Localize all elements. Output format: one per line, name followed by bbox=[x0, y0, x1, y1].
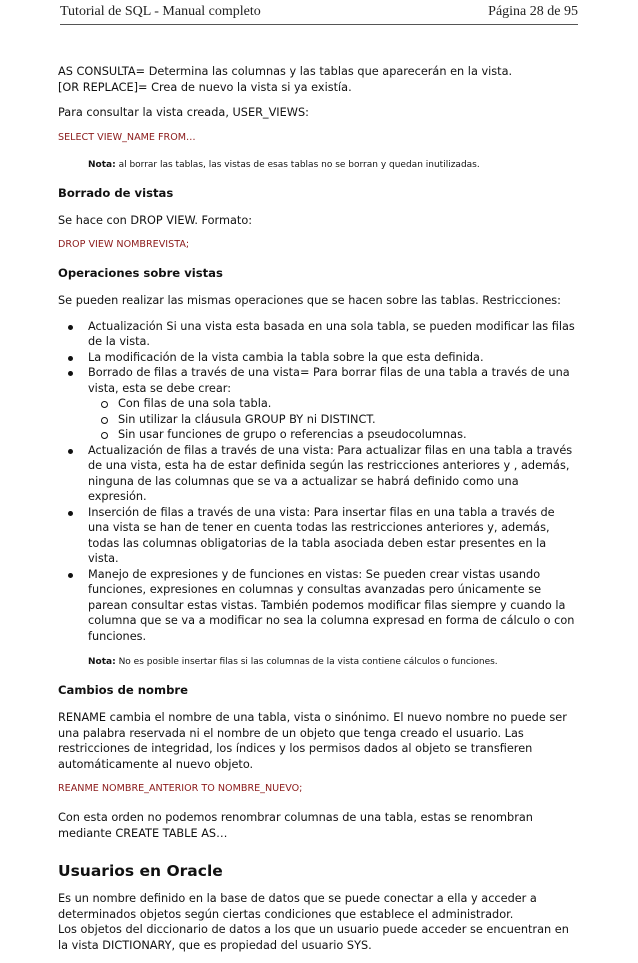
list-item bbox=[88, 365, 578, 443]
heading-cambios-de-nombre: Cambios de nombre bbox=[58, 683, 188, 697]
note-label: Nota: bbox=[88, 159, 116, 170]
list-item: La modificación de la vista cambia la tabla sobre la que esta definida. bbox=[88, 350, 578, 366]
paragraph-rename: RENAME cambia el nombre de una tabla, vista o sinónimo. El nuevo nombre no puede ser una palabra reservada ni el nombre de un objeto que tenga creado el usuario. Las restricciones de integridad, los índices y los permisos dados al objeto se transfieren automáticamente al nuevo objeto. bbox=[58, 711, 567, 771]
page-content bbox=[58, 64, 578, 963]
list-item: Manejo de expresiones y de funciones en vistas: Se pueden crear vistas usando funciones, expresiones en columnas y consultas avanzadas pero únicamente se parean consultar estas vistas. También podemos modificar filas siempre y cuando la columna que se va a modificar no sea la columna expresad en forma de cálculo o con funciones. bbox=[88, 567, 578, 645]
usuarios-definition: Es un nombre definido en la base de datos que se puede conectar a ella y acceder a determinados objetos según ciertas condiciones que establece el administrador. bbox=[58, 892, 537, 921]
note-label: Nota: bbox=[88, 657, 116, 667]
note-text: al borrar las tablas, las vistas de esas tablas no se borran y quedan inutilizadas. bbox=[115, 159, 480, 170]
usuarios-dictionary: Los objetos del diccionario de datos a los que un usuario puede acceder se encuentran en la vista DICTIONARY, que es propiedad del usuario SYS. bbox=[58, 923, 569, 952]
paragraph-user-views: Para consultar la vista creada, USER_VIEWS: bbox=[58, 106, 309, 119]
heading-operaciones-sobre-vistas: Operaciones sobre vistas bbox=[58, 266, 223, 280]
heading-borrado-de-vistas: Borrado de vistas bbox=[58, 185, 174, 200]
as-consulta-line: AS CONSULTA= Determina las columnas y las tablas que aparecerán en la vista. bbox=[58, 65, 513, 78]
list-item: Actualización Si una vista esta basada en una sola tabla, se pueden modificar las filas de la vista. bbox=[88, 319, 578, 350]
note-insertar-filas bbox=[88, 656, 578, 669]
code-drop-view: DROP VIEW NOMBREVISTA; bbox=[58, 239, 190, 250]
code-rename: REANME NOMBRE_ANTERIOR TO NOMBRE_NUEVO; bbox=[58, 783, 303, 794]
paragraph-create-table-as: Con esta orden no podemos renombrar columnas de una tabla, estas se renombran mediante CREATE TABLE AS… bbox=[58, 811, 533, 840]
borrado-sublist bbox=[88, 396, 578, 443]
paragraph-usuarios bbox=[58, 891, 578, 953]
note-text: No es posible insertar filas si las columnas de la vista contiene cálculos o funciones. bbox=[115, 657, 498, 667]
list-item-text: Borrado de filas a través de una vista= Para borrar filas de una tabla a través de una vista, esta se debe crear: bbox=[88, 366, 570, 395]
restricciones-list bbox=[58, 319, 578, 645]
code-select-view-name: SELECT VIEW_NAME FROM… bbox=[58, 131, 196, 143]
paragraph-as-consulta bbox=[58, 64, 578, 95]
paragraph-drop-view: Se hace con DROP VIEW. Formato: bbox=[58, 213, 253, 227]
page-number: Página 28 de 95 bbox=[488, 4, 578, 19]
sublist-item: Sin usar funciones de grupo o referencias a pseudocolumnas. bbox=[118, 427, 578, 443]
sublist-item: Con filas de una sola tabla. bbox=[118, 396, 578, 412]
sublist-item: Sin utilizar la cláusula GROUP BY ni DISTINCT. bbox=[118, 412, 578, 428]
heading-usuarios-en-oracle: Usuarios en Oracle bbox=[58, 862, 223, 880]
paragraph-restricciones: Se pueden realizar las mismas operaciones que se hacen sobre las tablas. Restricciones: bbox=[58, 294, 561, 307]
header-title: Tutorial de SQL - Manual completo bbox=[60, 4, 261, 19]
list-item: Actualización de filas a través de una vista: Para actualizar filas en una tabla a través de una vista, esta ha de estar definida según las restricciones anteriores y , además, ninguna de las columnas que se va a actualizar se habrá definido como una expresión. bbox=[88, 443, 578, 505]
running-header bbox=[60, 4, 578, 24]
header-rule bbox=[60, 24, 578, 25]
note-borrar-tablas bbox=[88, 159, 578, 172]
or-replace-line: [OR REPLACE]= Crea de nuevo la vista si ya existía. bbox=[58, 80, 352, 94]
list-item: Inserción de filas a través de una vista: Para insertar filas en una tabla a través de una vista se han de tener en cuenta todas las restricciones anteriores y, además, todas las columnas obligatorias de la tabla asociada deben estar presentes en la vista. bbox=[88, 505, 578, 567]
